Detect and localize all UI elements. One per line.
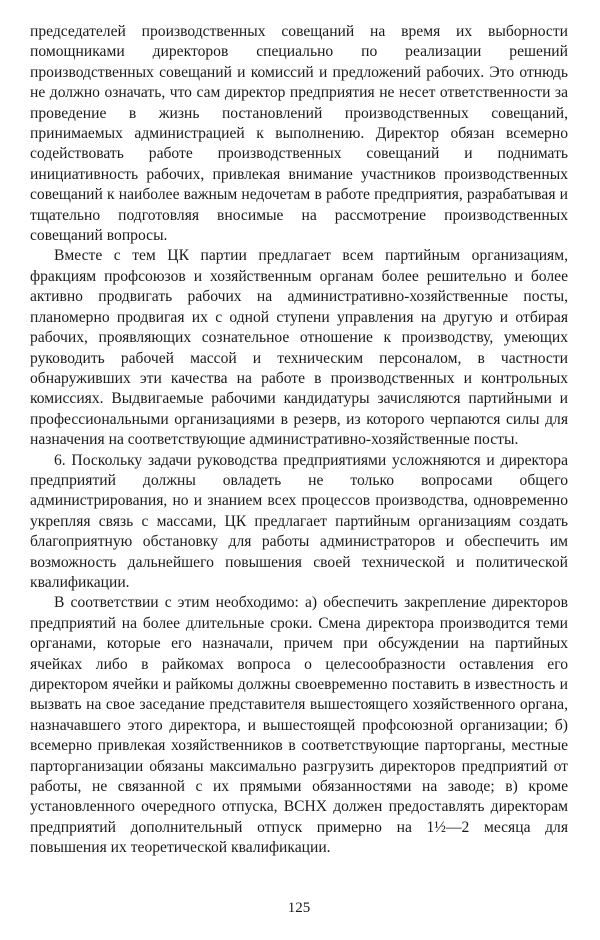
document-page [30,22,568,922]
page-number: 125 [287,900,311,916]
paragraph-point-6: 6. Поскольку задачи руководства предприятиями усложняются и директора предприятий должны овладеть не только вопросами общего администрирования, но и знанием всех процессов производства, одновременно укрепляя связь с массами, ЦК предлагает партийным организациям создать благоприятную обстановку для работы администраторов и обеспечить им возможность дальнейшего повышения своей технической и политической квалификации. [30,451,568,591]
paragraph-measures: В соответствии с этим необходимо: а) обеспечить закрепление директоров предприятий на более длительные сроки. Смена директора производится теми органами, которые его назначали, причем при обсуждении на партийных ячейках либо в райкомах вопроса о целесообразности оставления его директором ячейки и райкомы должны своевременно поставить в известность и вызвать на свое заседание представителя вышестоящего хозяйственного органа, назначавшего этого директора, и вышестоящей профсоюзной организации; б) всемерно привлекая хозяйственников в соответствующие парторганы, местные парторганизации обязаны максимально разгрузить директоров предприятий от работы, не связанной с их прямыми обязанностями на заводе; в) кроме установленного очередного отпуска, ВСНХ должен предоставлять директорам предприятий дополнительный отпуск примерно на 1½—2 месяца для повышения их теоретической квалификации. [30,594,568,857]
paragraph-worker-promotion: Вместе с тем ЦК партии предлагает всем партийным организациям, фракциям профсоюзов и хозяйственным органам более решительно и более активно продвигать рабочих на административно-хозяйственные посты, планомерно продвигая их с одной ступени управления на другую и отбирая рабочих, проявляющих сознательное отношение к производству, умеющих руководить рабочей массой и техническим персоналом, в частности обнаруживших эти качества на работе в производственных и контрольных комиссиях. Выдвигаемые рабочими кандидатуры зачисляются партийными и профессиональными организациями в резерв, из которого черпаются силы для назначения на соответствующие административно-хозяйственные посты. [30,247,568,449]
paragraph-continuation: председателей производственных совещаний на время их выборности помощниками директоров специально по реализации решений производственных совещаний и комиссий и предложений рабочих. Это отнюдь не должно означать, что сам директор предприятия не несет ответственности за проведение в жизнь постановлений производственных совещаний, принимаемых администрацией к выполнению. Директор обязан всемерно содействовать работе производственных совещаний и поднимать инициативность рабочих, привлекая внимание участников производственных совещаний к наиболее важным недочетам в работе предприятия, разрабатывая и тщательно подготовляя вносимые на рассмотрение производственных совещаний вопросы. [30,23,568,245]
